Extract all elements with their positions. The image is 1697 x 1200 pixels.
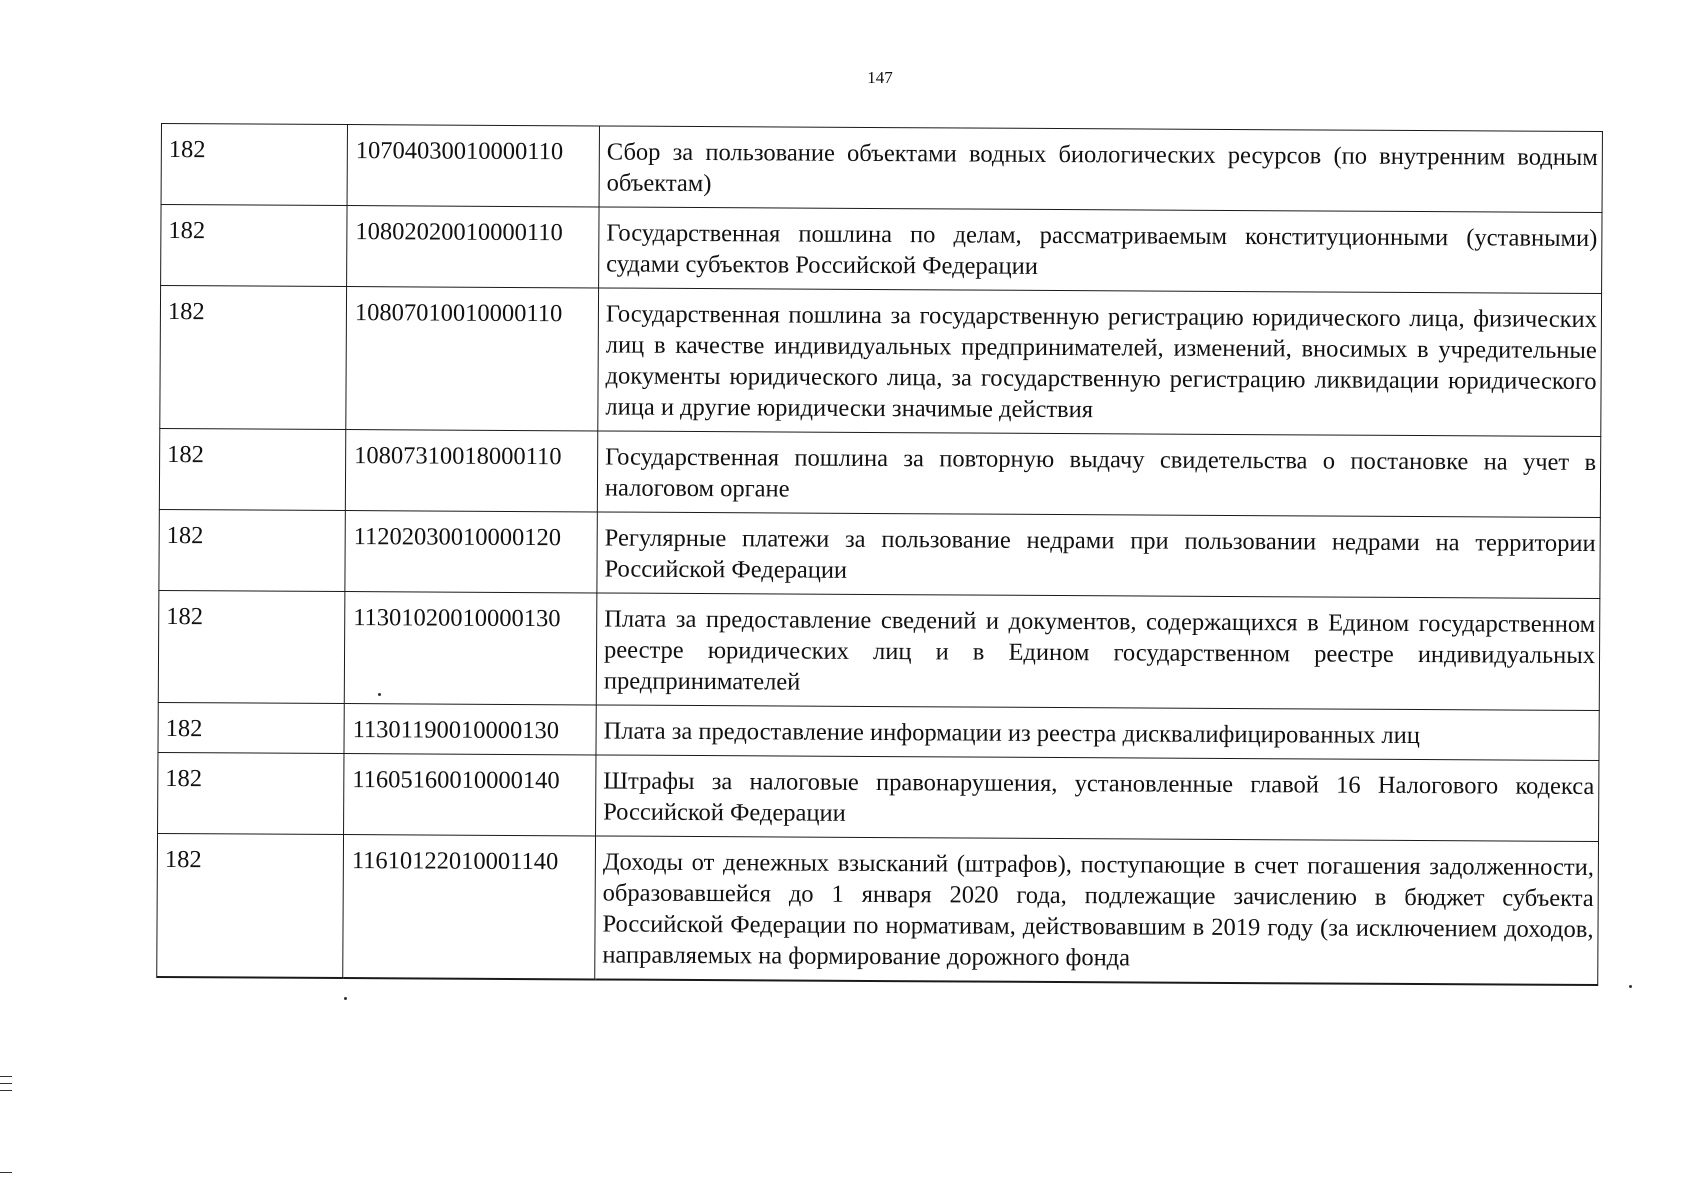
kbk-code-cell: 10704030010000110 (347, 125, 599, 207)
scan-speck (378, 693, 381, 696)
kbk-code-cell: 11605160010000140 (344, 754, 596, 836)
revenue-name-cell: Государственная пошлина за повторную выдачу свидетельства о постановке на учет в налоговом органе (597, 431, 1600, 518)
kbk-code-cell: 11202030010000120 (345, 511, 597, 593)
table-row (158, 752, 1599, 841)
table-row (161, 124, 1602, 213)
table-row (159, 509, 1600, 598)
scan-edge-mark (0, 1076, 12, 1077)
revenue-name-cell: Регулярные платежи за пользование недрами при пользовании недрами на территории Российской Федерации (597, 512, 1600, 599)
admin-code-cell: 182 (157, 833, 344, 978)
revenue-name-cell: Государственная пошлина за государственную регистрацию юридического лица, физических лиц в качестве индивидуальных предпринимателей, изменений, вносимых в учредительные документы юридического лица, за государственную регистрацию ликвидации юридического лица и другие юридически значимые действия (598, 288, 1602, 437)
scan-edge-mark (0, 1083, 12, 1084)
admin-code-cell: 182 (159, 428, 345, 510)
scan-edge-mark (0, 1172, 12, 1173)
table-row (161, 205, 1602, 294)
scan-edge-mark (0, 1090, 12, 1091)
admin-code-cell: 182 (161, 205, 347, 287)
table-row (158, 702, 1599, 760)
table-row (160, 286, 1602, 437)
scan-speck (1629, 985, 1632, 988)
kbk-code-cell: 10807310018000110 (345, 430, 597, 512)
admin-code-cell: 182 (159, 509, 345, 591)
admin-code-cell: 182 (158, 702, 344, 753)
kbk-code-cell: 11301020010000130 (344, 592, 597, 705)
table-row (159, 428, 1600, 517)
revenue-codes-table (156, 123, 1603, 986)
page-number: 147 (867, 68, 893, 87)
revenue-name-cell: Доходы от денежных взысканий (штрафов), поступающие в счет погашения задолженности, образовавшейся до 1 января 2020 года, подлежащие зачислению в бюджет субъекта Российской Федерации по нормативам, действовавшим в 2019 году (за исключением доходов, направляемых на формирование дорожного фонда (595, 836, 1599, 985)
admin-code-cell: 182 (158, 752, 344, 834)
kbk-code-cell: 11610122010001140 (343, 835, 596, 980)
kbk-code-cell: 11301190010000130 (344, 704, 596, 755)
admin-code-cell: 182 (161, 124, 347, 206)
admin-code-cell: 182 (160, 286, 347, 430)
revenue-name-cell: Плата за предоставление информации из реестра дисквалифицированных лиц (596, 705, 1599, 761)
revenue-name-cell: Государственная пошлина по делам, рассматриваемым конституционными (уставными) судами субъектов Российской Федерации (599, 207, 1602, 294)
kbk-code-cell: 10802020010000110 (347, 206, 599, 288)
table-row (158, 590, 1600, 710)
revenue-name-cell: Штрафы за налоговые правонарушения, установленные главой 16 Налогового кодекса Российской Федерации (596, 755, 1599, 842)
table-row (157, 833, 1599, 985)
scan-speck (344, 997, 347, 1000)
revenue-name-cell: Плата за предоставление сведений и документов, содержащихся в Едином государственном реестре юридических лиц и в Едином государственном реестре индивидуальных предпринимателей (596, 593, 1600, 711)
kbk-code-cell: 10807010010000110 (346, 287, 599, 431)
revenue-name-cell: Сбор за пользование объектами водных биологических ресурсов (по внутренним водным объектам) (599, 126, 1602, 213)
admin-code-cell: 182 (158, 590, 345, 703)
